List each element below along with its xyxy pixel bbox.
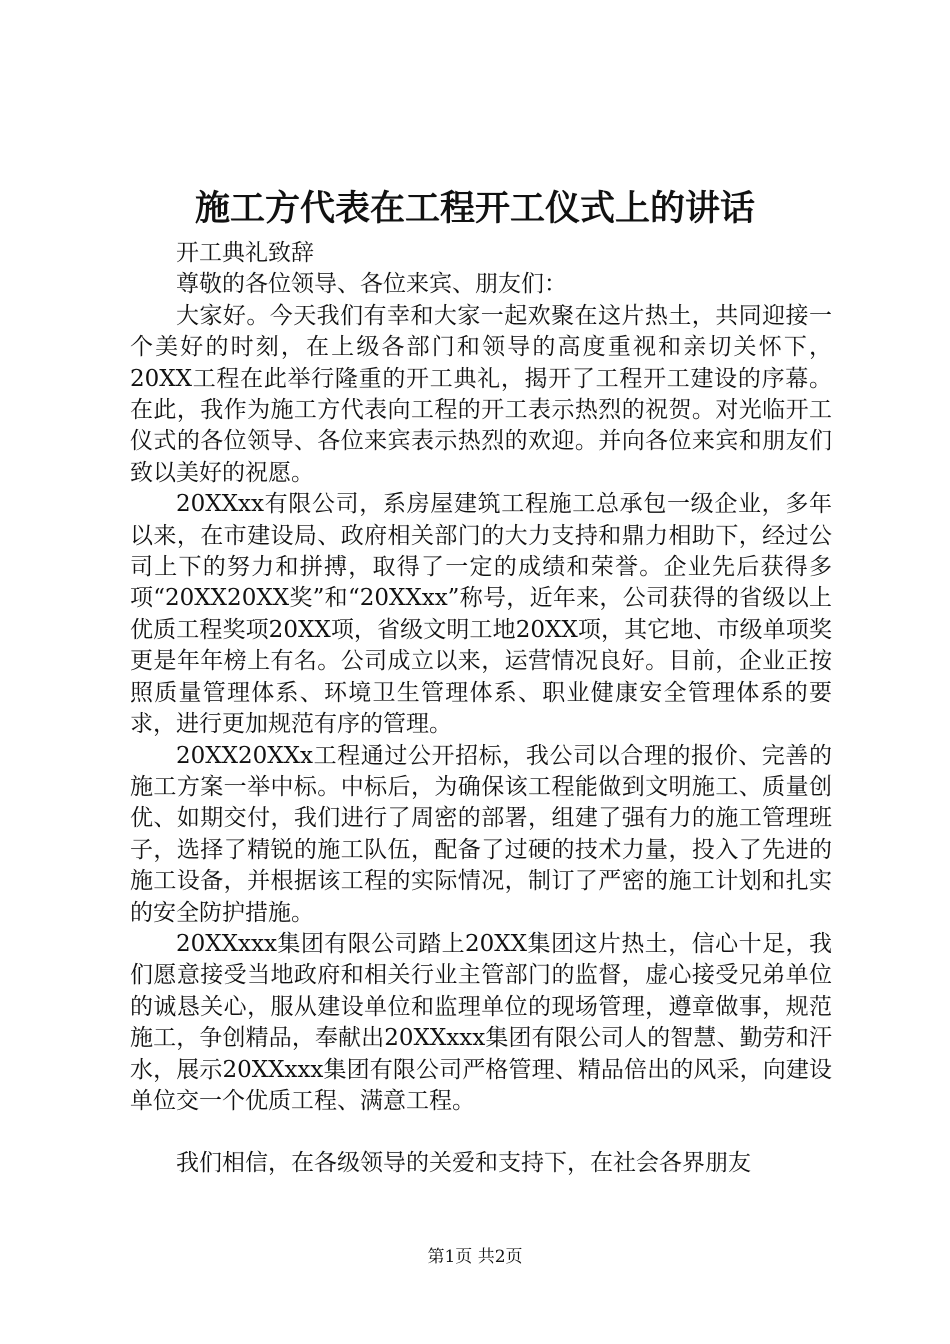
document-body bbox=[130, 238, 832, 1180]
paragraph-tender: 20XX20XXx工程通过公开招标，我公司以合理的报价、完善的施工方案一举中标。中标后，为确保该工程能做到文明施工、质量创优、如期交付，我们进行了周密的部署，组建了强有力的施工管理班子，选择了精锐的施工队伍，配备了过硬的技术力量，投入了先进的施工设备，并根据该工程的实际情况，制订了严密的施工计划和扎实的安全防护措施。 bbox=[130, 742, 832, 926]
paragraph-commitment: 20XXxxx集团有限公司踏上20XX集团这片热土，信心十足，我们愿意接受当地政府和相关行业主管部门的监督，虚心接受兄弟单位的诚恳关心，服从建设单位和监理单位的现场管理，遵章做事，规范施工，争创精品，奉献出20XXxxx集团有限公司人的智慧、勤劳和汗水，展示20XXxxx集团有限公司严格管理、精品倍出的风采，向建设单位交一个优质工程、满意工程。 bbox=[130, 930, 832, 1114]
page-footer: 第1页 共2页 bbox=[427, 1247, 523, 1267]
paragraph-subtitle: 开工典礼致辞 bbox=[176, 240, 314, 266]
paragraph-greeting: 大家好。今天我们有幸和大家一起欢聚在这片热土，共同迎接一个美好的时刻，在上级各部门和领导的高度重视和亲切关怀下，20XX工程在此举行隆重的开工典礼，揭开了工程开工建设的序幕。在此，我作为施工方代表向工程的开工表示热烈的祝贺。对光临开工仪式的各位领导、各位来宾表示热烈的欢迎。并向各位来宾和朋友们致以美好的祝愿。 bbox=[130, 302, 832, 486]
document-title: 施工方代表在工程开工仪式上的讲话 bbox=[194, 188, 755, 229]
paragraph-closing: 我们相信，在各级领导的关爱和支持下，在社会各界朋友 bbox=[176, 1150, 751, 1177]
paragraph-salutation: 尊敬的各位领导、各位来宾、朋友们： bbox=[176, 271, 567, 298]
paragraph-company-intro: 20XXxx有限公司，系房屋建筑工程施工总承包一级企业，多年以来，在市建设局、政府相关部门的大力支持和鼎力相助下，经过公司上下的努力和拼搏，取得了一定的成绩和荣誉。企业先后获得多项“20XX20XX奖”和“20XXxx”称号，近年来，公司获得的省级以上优质工程奖项20XX项，省级文明工地20XX项，其它地、市级单项奖更是年年榜上有名。公司成立以来，运营情况良好。目前，企业正按照质量管理体系、环境卫生管理体系、职业健康安全管理体系的要求，进行更加规范有序的管理。 bbox=[130, 491, 832, 738]
